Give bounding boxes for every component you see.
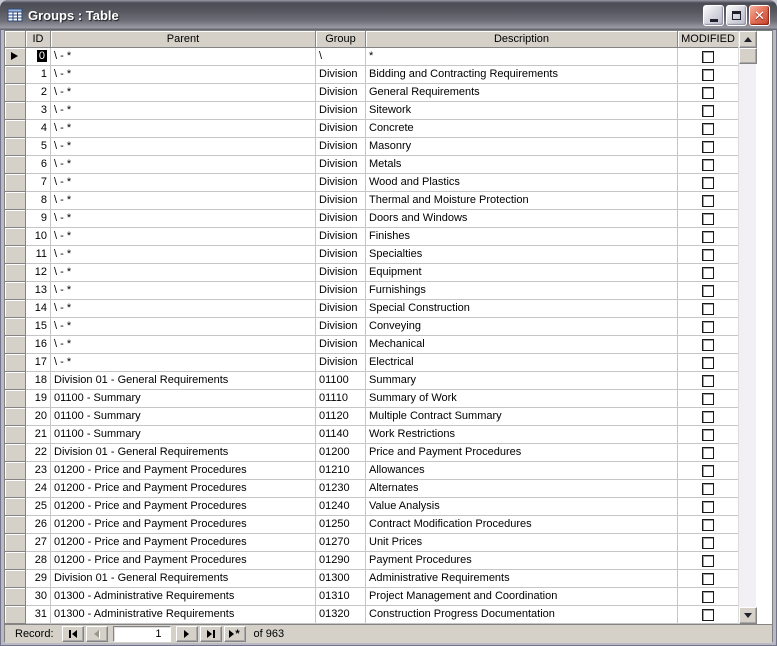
modified-checkbox[interactable] bbox=[702, 537, 714, 549]
cell-description[interactable]: Mechanical bbox=[366, 336, 678, 354]
cell-modified[interactable] bbox=[678, 588, 738, 606]
cell-description[interactable]: Masonry bbox=[366, 138, 678, 156]
cell-group[interactable]: Division bbox=[316, 120, 366, 138]
datasheet-client bbox=[4, 30, 773, 642]
record-navigator bbox=[5, 624, 772, 643]
maximize-icon bbox=[732, 11, 741, 20]
cell-group[interactable]: 01200 bbox=[316, 444, 366, 462]
row-selector[interactable] bbox=[5, 444, 26, 462]
cell-modified[interactable] bbox=[678, 462, 738, 480]
cell-modified[interactable] bbox=[678, 498, 738, 516]
modified-checkbox[interactable] bbox=[702, 591, 714, 603]
cell-modified[interactable] bbox=[678, 156, 738, 174]
table-row bbox=[5, 534, 738, 552]
close-button[interactable] bbox=[749, 5, 770, 26]
cell-description[interactable]: Multiple Contract Summary bbox=[366, 408, 678, 426]
cell-group[interactable]: 01320 bbox=[316, 606, 366, 624]
table-grid-icon bbox=[7, 7, 23, 23]
modified-checkbox[interactable] bbox=[702, 105, 714, 117]
cell-modified[interactable] bbox=[678, 66, 738, 84]
cell-parent[interactable]: \ - * bbox=[51, 84, 316, 102]
modified-checkbox[interactable] bbox=[702, 393, 714, 405]
cell-description[interactable]: Administrative Requirements bbox=[366, 570, 678, 588]
cell-modified[interactable] bbox=[678, 228, 738, 246]
cell-id[interactable]: 3 bbox=[26, 102, 51, 120]
cell-description[interactable]: Concrete bbox=[366, 120, 678, 138]
column-header-modified[interactable]: MODIFIED bbox=[678, 31, 738, 48]
cell-description[interactable]: Project Management and Coordination bbox=[366, 588, 678, 606]
cell-modified[interactable] bbox=[678, 354, 738, 372]
cell-description[interactable]: Electrical bbox=[366, 354, 678, 372]
modified-checkbox[interactable] bbox=[702, 51, 714, 63]
first-record-button[interactable] bbox=[62, 626, 84, 642]
new-record-icon bbox=[229, 630, 234, 638]
cell-modified[interactable] bbox=[678, 480, 738, 498]
cell-group[interactable]: 01270 bbox=[316, 534, 366, 552]
cell-description[interactable]: Price and Payment Procedures bbox=[366, 444, 678, 462]
cell-group[interactable]: Division bbox=[316, 318, 366, 336]
row-selector[interactable] bbox=[5, 336, 26, 354]
cell-description[interactable]: Metals bbox=[366, 156, 678, 174]
cell-id[interactable]: 4 bbox=[26, 120, 51, 138]
minimize-icon bbox=[710, 19, 718, 22]
cell-description[interactable]: Conveying bbox=[366, 318, 678, 336]
cell-id[interactable]: 31 bbox=[26, 606, 51, 624]
row-selector[interactable] bbox=[5, 246, 26, 264]
cell-modified[interactable] bbox=[678, 516, 738, 534]
arrow-down-icon bbox=[744, 613, 752, 618]
cell-modified[interactable] bbox=[678, 138, 738, 156]
cell-group[interactable]: Division bbox=[316, 138, 366, 156]
row-selector[interactable] bbox=[5, 516, 26, 534]
cell-description[interactable]: Bidding and Contracting Requirements bbox=[366, 66, 678, 84]
cell-id[interactable]: 22 bbox=[26, 444, 51, 462]
modified-checkbox[interactable] bbox=[702, 69, 714, 81]
cell-description[interactable]: Thermal and Moisture Protection bbox=[366, 192, 678, 210]
cell-parent[interactable]: \ - * bbox=[51, 300, 316, 318]
cell-id[interactable]: 13 bbox=[26, 282, 51, 300]
column-header-description[interactable]: Description bbox=[366, 31, 678, 48]
cell-description[interactable]: Alternates bbox=[366, 480, 678, 498]
cell-modified[interactable] bbox=[678, 300, 738, 318]
cell-parent[interactable]: 01300 - Administrative Requirements bbox=[51, 606, 316, 624]
cell-id[interactable]: 9 bbox=[26, 210, 51, 228]
cell-description[interactable]: Furnishings bbox=[366, 282, 678, 300]
cell-description[interactable]: Construction Progress Documentation bbox=[366, 606, 678, 624]
cell-group[interactable]: \ bbox=[316, 48, 366, 66]
cell-id[interactable]: 0 bbox=[26, 48, 51, 66]
table-row bbox=[5, 300, 738, 318]
cell-id[interactable]: 24 bbox=[26, 480, 51, 498]
modified-checkbox[interactable] bbox=[702, 231, 714, 243]
current-record-icon bbox=[11, 52, 18, 60]
cell-group[interactable]: 01210 bbox=[316, 462, 366, 480]
row-selector[interactable] bbox=[5, 462, 26, 480]
cell-group[interactable]: 01100 bbox=[316, 372, 366, 390]
modified-checkbox[interactable] bbox=[702, 429, 714, 441]
cell-modified[interactable] bbox=[678, 102, 738, 120]
cell-group[interactable]: Division bbox=[316, 84, 366, 102]
cell-description[interactable]: Contract Modification Procedures bbox=[366, 516, 678, 534]
cell-parent[interactable]: 01200 - Price and Payment Procedures bbox=[51, 552, 316, 570]
cell-id[interactable]: 26 bbox=[26, 516, 51, 534]
modified-checkbox[interactable] bbox=[702, 267, 714, 279]
modified-checkbox[interactable] bbox=[702, 249, 714, 261]
column-header-id[interactable]: ID bbox=[26, 31, 51, 48]
modified-checkbox[interactable] bbox=[702, 573, 714, 585]
table-row bbox=[5, 408, 738, 426]
select-all-corner[interactable] bbox=[5, 31, 26, 48]
previous-record-icon bbox=[94, 630, 99, 638]
cell-group[interactable]: Division bbox=[316, 300, 366, 318]
table-body bbox=[5, 48, 738, 624]
cell-modified[interactable] bbox=[678, 606, 738, 624]
next-record-icon bbox=[184, 630, 189, 638]
table-row bbox=[5, 390, 738, 408]
modified-checkbox[interactable] bbox=[702, 87, 714, 99]
table-row bbox=[5, 480, 738, 498]
row-selector[interactable] bbox=[5, 300, 26, 318]
cell-id[interactable]: 17 bbox=[26, 354, 51, 372]
table-row bbox=[5, 462, 738, 480]
cell-group[interactable]: Division bbox=[316, 228, 366, 246]
table-row bbox=[5, 372, 738, 390]
record-label: Record: bbox=[15, 628, 54, 640]
cell-id[interactable]: 18 bbox=[26, 372, 51, 390]
modified-checkbox[interactable] bbox=[702, 609, 714, 621]
table-row bbox=[5, 318, 738, 336]
modified-checkbox[interactable] bbox=[702, 519, 714, 531]
new-record-button[interactable]: * bbox=[224, 626, 246, 642]
cell-modified[interactable] bbox=[678, 372, 738, 390]
cell-modified[interactable] bbox=[678, 390, 738, 408]
cell-parent[interactable]: \ - * bbox=[51, 48, 316, 66]
arrow-up-icon bbox=[744, 37, 752, 42]
table-row bbox=[5, 48, 738, 66]
cell-group[interactable]: 01120 bbox=[316, 408, 366, 426]
cell-modified[interactable] bbox=[678, 210, 738, 228]
cell-id[interactable]: 10 bbox=[26, 228, 51, 246]
cell-parent[interactable]: \ - * bbox=[51, 228, 316, 246]
row-selector[interactable] bbox=[5, 48, 26, 66]
row-selector[interactable] bbox=[5, 390, 26, 408]
cell-description[interactable]: General Requirements bbox=[366, 84, 678, 102]
first-record-icon bbox=[69, 630, 71, 638]
cell-group[interactable]: 01240 bbox=[316, 498, 366, 516]
row-selector[interactable] bbox=[5, 228, 26, 246]
cell-modified[interactable] bbox=[678, 282, 738, 300]
table-row bbox=[5, 102, 738, 120]
cell-id[interactable]: 5 bbox=[26, 138, 51, 156]
table-row bbox=[5, 156, 738, 174]
modified-checkbox[interactable] bbox=[702, 411, 714, 423]
previous-record-button[interactable] bbox=[86, 626, 108, 642]
modified-checkbox[interactable] bbox=[702, 195, 714, 207]
cell-parent[interactable]: 01200 - Price and Payment Procedures bbox=[51, 516, 316, 534]
cell-description[interactable]: Summary of Work bbox=[366, 390, 678, 408]
row-selector[interactable] bbox=[5, 120, 26, 138]
cell-parent[interactable]: \ - * bbox=[51, 174, 316, 192]
cell-group[interactable]: 01230 bbox=[316, 480, 366, 498]
table-row bbox=[5, 120, 738, 138]
cell-parent[interactable]: 01200 - Price and Payment Procedures bbox=[51, 534, 316, 552]
row-selector[interactable] bbox=[5, 408, 26, 426]
cell-modified[interactable] bbox=[678, 174, 738, 192]
modified-checkbox[interactable] bbox=[702, 123, 714, 135]
scrollbar-track[interactable] bbox=[739, 64, 756, 607]
cell-parent[interactable]: \ - * bbox=[51, 246, 316, 264]
cell-parent[interactable]: 01100 - Summary bbox=[51, 408, 316, 426]
table-grid bbox=[5, 31, 738, 624]
modified-checkbox[interactable] bbox=[702, 375, 714, 387]
table-row bbox=[5, 336, 738, 354]
cell-modified[interactable] bbox=[678, 192, 738, 210]
modified-checkbox[interactable] bbox=[702, 213, 714, 225]
cell-parent[interactable]: \ - * bbox=[51, 354, 316, 372]
cell-description[interactable]: Specialties bbox=[366, 246, 678, 264]
cell-description[interactable]: Finishes bbox=[366, 228, 678, 246]
cell-description[interactable]: Value Analysis bbox=[366, 498, 678, 516]
row-selector[interactable] bbox=[5, 156, 26, 174]
cell-group[interactable]: Division bbox=[316, 264, 366, 282]
modified-checkbox[interactable] bbox=[702, 447, 714, 459]
table-row bbox=[5, 606, 738, 624]
modified-checkbox[interactable] bbox=[702, 339, 714, 351]
cell-modified[interactable] bbox=[678, 444, 738, 462]
cell-description[interactable]: Doors and Windows bbox=[366, 210, 678, 228]
cell-modified[interactable] bbox=[678, 408, 738, 426]
cell-parent[interactable]: Division 01 - General Requirements bbox=[51, 570, 316, 588]
modified-checkbox[interactable] bbox=[702, 555, 714, 567]
table-row bbox=[5, 84, 738, 102]
cell-group[interactable]: Division bbox=[316, 102, 366, 120]
modified-checkbox[interactable] bbox=[702, 141, 714, 153]
cell-modified[interactable] bbox=[678, 552, 738, 570]
cell-id[interactable]: 28 bbox=[26, 552, 51, 570]
cell-id[interactable]: 7 bbox=[26, 174, 51, 192]
column-header-row bbox=[5, 31, 738, 48]
row-selector[interactable] bbox=[5, 192, 26, 210]
cell-parent[interactable]: \ - * bbox=[51, 336, 316, 354]
cell-group[interactable]: 01110 bbox=[316, 390, 366, 408]
cell-description[interactable]: Payment Procedures bbox=[366, 552, 678, 570]
cell-parent[interactable]: 01300 - Administrative Requirements bbox=[51, 588, 316, 606]
cell-group[interactable]: 01250 bbox=[316, 516, 366, 534]
cell-id[interactable]: 11 bbox=[26, 246, 51, 264]
cell-parent[interactable]: \ - * bbox=[51, 66, 316, 84]
cell-parent[interactable]: 01100 - Summary bbox=[51, 390, 316, 408]
cell-group[interactable]: 01140 bbox=[316, 426, 366, 444]
vertical-scrollbar bbox=[738, 31, 756, 624]
cell-description[interactable]: * bbox=[366, 48, 678, 66]
cell-parent[interactable]: 01200 - Price and Payment Procedures bbox=[51, 498, 316, 516]
cell-parent[interactable]: Division 01 - General Requirements bbox=[51, 444, 316, 462]
record-number-input[interactable] bbox=[113, 626, 171, 642]
cell-id[interactable]: 14 bbox=[26, 300, 51, 318]
cell-id[interactable]: 2 bbox=[26, 84, 51, 102]
cell-id[interactable]: 23 bbox=[26, 462, 51, 480]
row-selector[interactable] bbox=[5, 570, 26, 588]
row-selector[interactable] bbox=[5, 66, 26, 84]
row-selector[interactable] bbox=[5, 552, 26, 570]
cell-description[interactable]: Wood and Plastics bbox=[366, 174, 678, 192]
cell-group[interactable]: Division bbox=[316, 174, 366, 192]
row-selector[interactable] bbox=[5, 498, 26, 516]
modified-checkbox[interactable] bbox=[702, 483, 714, 495]
cell-group[interactable]: Division bbox=[316, 246, 366, 264]
cell-parent[interactable]: \ - * bbox=[51, 318, 316, 336]
cell-id[interactable]: 15 bbox=[26, 318, 51, 336]
row-selector[interactable] bbox=[5, 354, 26, 372]
close-icon: ✕ bbox=[754, 7, 765, 23]
cell-group[interactable]: 01290 bbox=[316, 552, 366, 570]
cell-description[interactable]: Sitework bbox=[366, 102, 678, 120]
cell-modified[interactable] bbox=[678, 318, 738, 336]
row-selector[interactable] bbox=[5, 588, 26, 606]
cell-modified[interactable] bbox=[678, 48, 738, 66]
cell-modified[interactable] bbox=[678, 84, 738, 102]
modified-checkbox[interactable] bbox=[702, 177, 714, 189]
cell-id[interactable]: 25 bbox=[26, 498, 51, 516]
table-row bbox=[5, 210, 738, 228]
cell-parent[interactable]: \ - * bbox=[51, 210, 316, 228]
cell-group[interactable]: Division bbox=[316, 336, 366, 354]
table-row bbox=[5, 516, 738, 534]
column-header-parent[interactable]: Parent bbox=[51, 31, 316, 48]
cell-parent[interactable]: 01200 - Price and Payment Procedures bbox=[51, 462, 316, 480]
modified-checkbox[interactable] bbox=[702, 465, 714, 477]
cell-id[interactable]: 16 bbox=[26, 336, 51, 354]
cell-group[interactable]: Division bbox=[316, 66, 366, 84]
row-selector[interactable] bbox=[5, 606, 26, 624]
cell-group[interactable]: Division bbox=[316, 354, 366, 372]
table-row bbox=[5, 174, 738, 192]
modified-checkbox[interactable] bbox=[702, 285, 714, 297]
cell-id[interactable]: 21 bbox=[26, 426, 51, 444]
last-record-button[interactable] bbox=[200, 626, 222, 642]
title-bar bbox=[0, 0, 777, 30]
cell-description[interactable]: Work Restrictions bbox=[366, 426, 678, 444]
cell-id[interactable]: 27 bbox=[26, 534, 51, 552]
cell-modified[interactable] bbox=[678, 570, 738, 588]
cell-modified[interactable] bbox=[678, 264, 738, 282]
modified-checkbox[interactable] bbox=[702, 303, 714, 315]
cell-group[interactable]: Division bbox=[316, 192, 366, 210]
table-row bbox=[5, 282, 738, 300]
window-title: Groups : Table bbox=[28, 7, 119, 23]
row-selector[interactable] bbox=[5, 480, 26, 498]
cell-modified[interactable] bbox=[678, 120, 738, 138]
last-record-icon bbox=[207, 630, 212, 638]
cell-parent[interactable]: Division 01 - General Requirements bbox=[51, 372, 316, 390]
table-row bbox=[5, 354, 738, 372]
cell-modified[interactable] bbox=[678, 246, 738, 264]
row-selector[interactable] bbox=[5, 282, 26, 300]
column-header-group[interactable]: Group bbox=[316, 31, 366, 48]
row-selector[interactable] bbox=[5, 372, 26, 390]
table-row bbox=[5, 264, 738, 282]
cell-parent[interactable]: 01200 - Price and Payment Procedures bbox=[51, 480, 316, 498]
modified-checkbox[interactable] bbox=[702, 357, 714, 369]
cell-description[interactable]: Unit Prices bbox=[366, 534, 678, 552]
modified-checkbox[interactable] bbox=[702, 501, 714, 513]
cell-id[interactable]: 1 bbox=[26, 66, 51, 84]
minimize-button[interactable] bbox=[703, 5, 724, 26]
row-selector[interactable] bbox=[5, 318, 26, 336]
cell-id[interactable]: 30 bbox=[26, 588, 51, 606]
cell-modified[interactable] bbox=[678, 426, 738, 444]
table-row bbox=[5, 444, 738, 462]
row-selector[interactable] bbox=[5, 84, 26, 102]
cell-parent[interactable]: \ - * bbox=[51, 156, 316, 174]
cell-parent[interactable]: \ - * bbox=[51, 192, 316, 210]
table-row bbox=[5, 66, 738, 84]
table-row bbox=[5, 426, 738, 444]
cell-group[interactable]: 01300 bbox=[316, 570, 366, 588]
cell-id[interactable]: 6 bbox=[26, 156, 51, 174]
cell-parent[interactable]: \ - * bbox=[51, 264, 316, 282]
table-row bbox=[5, 138, 738, 156]
row-selector[interactable] bbox=[5, 138, 26, 156]
modified-checkbox[interactable] bbox=[702, 159, 714, 171]
cell-parent[interactable]: \ - * bbox=[51, 120, 316, 138]
table-row bbox=[5, 498, 738, 516]
record-count-text: of 963 bbox=[253, 628, 285, 640]
row-selector[interactable] bbox=[5, 264, 26, 282]
cell-id[interactable]: 19 bbox=[26, 390, 51, 408]
next-record-button[interactable] bbox=[176, 626, 198, 642]
maximize-button[interactable] bbox=[726, 5, 747, 26]
cell-parent[interactable]: \ - * bbox=[51, 138, 316, 156]
table-row bbox=[5, 192, 738, 210]
cell-modified[interactable] bbox=[678, 534, 738, 552]
cell-parent[interactable]: \ - * bbox=[51, 282, 316, 300]
row-selector[interactable] bbox=[5, 426, 26, 444]
table-row bbox=[5, 228, 738, 246]
modified-checkbox[interactable] bbox=[702, 321, 714, 333]
row-selector[interactable] bbox=[5, 210, 26, 228]
cell-id[interactable]: 20 bbox=[26, 408, 51, 426]
cell-group[interactable]: 01310 bbox=[316, 588, 366, 606]
row-selector[interactable] bbox=[5, 534, 26, 552]
cell-description[interactable]: Equipment bbox=[366, 264, 678, 282]
scroll-down-button[interactable] bbox=[739, 607, 757, 624]
cell-modified[interactable] bbox=[678, 336, 738, 354]
table-row bbox=[5, 588, 738, 606]
cell-group[interactable]: Division bbox=[316, 156, 366, 174]
cell-parent[interactable]: 01100 - Summary bbox=[51, 426, 316, 444]
cell-group[interactable]: Division bbox=[316, 210, 366, 228]
cell-id[interactable]: 29 bbox=[26, 570, 51, 588]
cell-parent[interactable]: \ - * bbox=[51, 102, 316, 120]
table-row bbox=[5, 246, 738, 264]
cell-description[interactable]: Summary bbox=[366, 372, 678, 390]
row-selector[interactable] bbox=[5, 102, 26, 120]
cell-description[interactable]: Allowances bbox=[366, 462, 678, 480]
table-row bbox=[5, 570, 738, 588]
cell-id[interactable]: 12 bbox=[26, 264, 51, 282]
scroll-up-button[interactable] bbox=[739, 31, 757, 48]
cell-id[interactable]: 8 bbox=[26, 192, 51, 210]
row-selector[interactable] bbox=[5, 174, 26, 192]
cell-description[interactable]: Special Construction bbox=[366, 300, 678, 318]
table-row bbox=[5, 552, 738, 570]
scrollbar-thumb[interactable] bbox=[739, 48, 757, 64]
cell-group[interactable]: Division bbox=[316, 282, 366, 300]
